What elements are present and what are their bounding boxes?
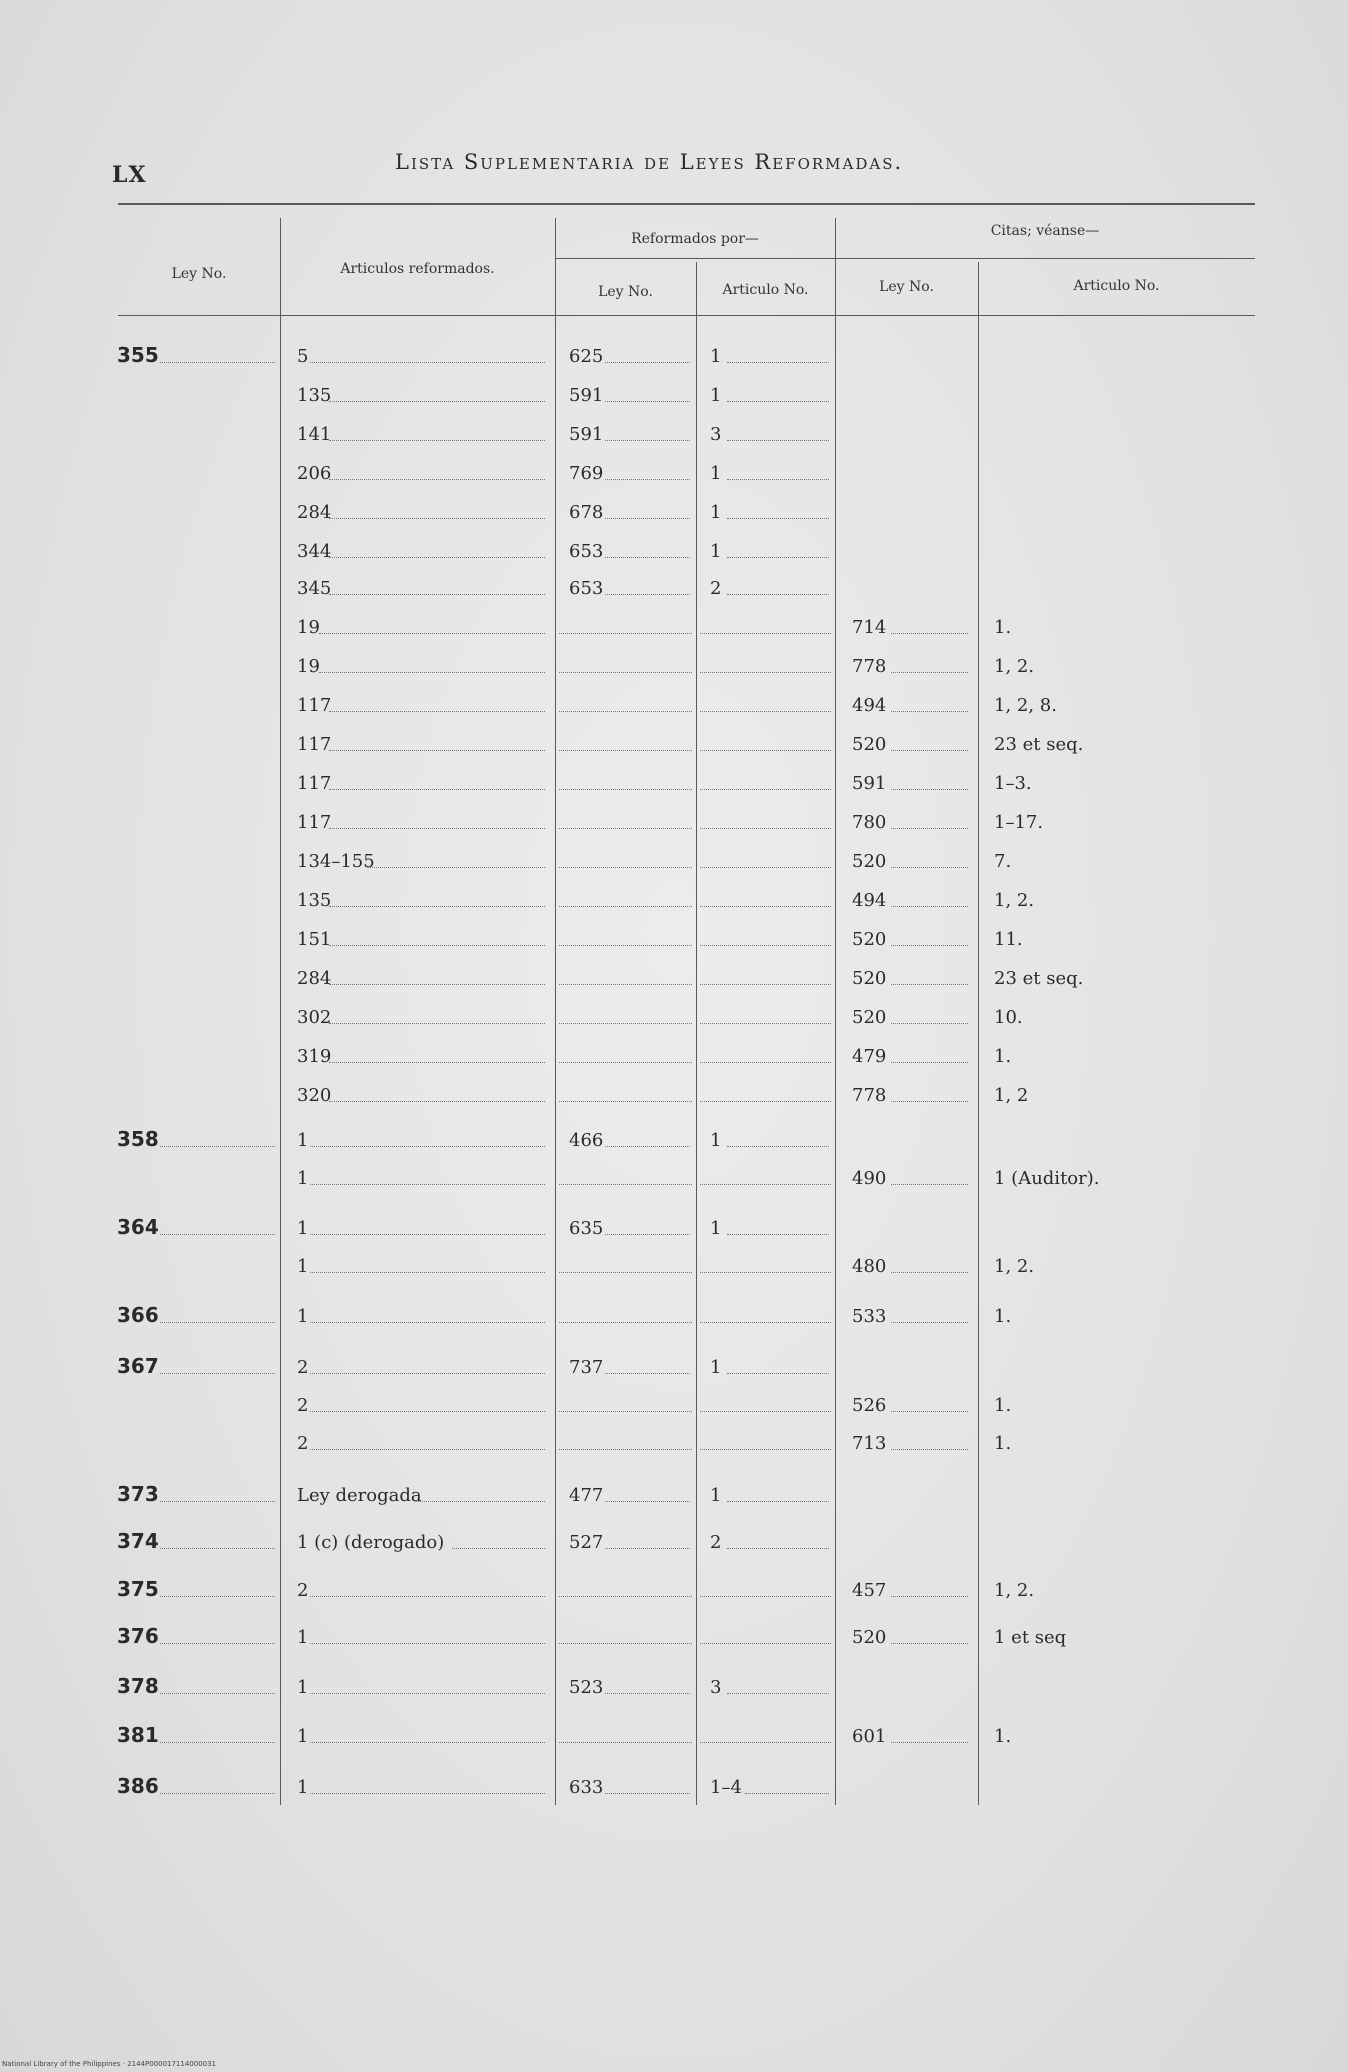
cita-articulo-no: 23 et seq. bbox=[994, 968, 1084, 989]
ley-number: 373 bbox=[117, 1482, 159, 1506]
header-cit-ley-no: Ley No. bbox=[879, 279, 934, 295]
dot-leader bbox=[329, 750, 546, 751]
dot-leader bbox=[559, 750, 692, 751]
dot-leader bbox=[727, 1146, 829, 1147]
reformado-articulo-no: 2 bbox=[710, 1532, 722, 1553]
articulo-reformado: 1 bbox=[297, 1726, 309, 1747]
reformado-ley-no: 591 bbox=[569, 424, 604, 445]
dot-leader bbox=[559, 633, 692, 634]
dot-leader bbox=[310, 1146, 546, 1147]
reformado-articulo-no: 1 bbox=[710, 1485, 722, 1506]
articulo-reformado: 2 bbox=[297, 1357, 309, 1378]
dot-leader bbox=[891, 789, 968, 790]
dot-leader bbox=[605, 1693, 690, 1694]
articulo-reformado: Ley derogada bbox=[297, 1485, 422, 1506]
dot-leader bbox=[727, 594, 829, 595]
articulo-reformado: 134–155 bbox=[297, 851, 375, 872]
dot-leader bbox=[329, 906, 546, 907]
articulo-reformado: 135 bbox=[297, 890, 332, 911]
cita-articulo-no: 1. bbox=[994, 1046, 1012, 1067]
dot-leader bbox=[329, 1062, 546, 1063]
dot-leader bbox=[310, 1643, 546, 1644]
dot-leader bbox=[319, 672, 545, 673]
dot-leader bbox=[727, 479, 829, 480]
reformado-articulo-no: 1 bbox=[710, 1357, 722, 1378]
articulo-reformado: 117 bbox=[297, 773, 332, 794]
articulo-reformado: 1 bbox=[297, 1777, 309, 1798]
cita-articulo-no: 23 et seq. bbox=[994, 734, 1084, 755]
dot-leader bbox=[700, 945, 831, 946]
articulo-reformado: 2 bbox=[297, 1580, 309, 1601]
reformado-articulo-no: 1 bbox=[710, 1130, 722, 1151]
header-ref-articulo-no: Articulo No. bbox=[722, 282, 809, 298]
ley-number: 364 bbox=[117, 1215, 159, 1239]
dot-leader bbox=[310, 1596, 546, 1597]
reformado-articulo-no: 1 bbox=[710, 346, 722, 367]
cita-ley-no: 714 bbox=[852, 617, 887, 638]
dot-leader bbox=[367, 867, 546, 868]
dot-leader bbox=[727, 1548, 829, 1549]
articulo-reformado: 2 bbox=[297, 1433, 309, 1454]
reformado-ley-no: 625 bbox=[569, 346, 604, 367]
dot-leader bbox=[310, 1411, 546, 1412]
dot-leader bbox=[160, 1234, 275, 1235]
reformado-articulo-no: 2 bbox=[710, 578, 722, 599]
cita-articulo-no: 11. bbox=[994, 929, 1023, 950]
dot-leader bbox=[727, 1234, 829, 1235]
dot-leader bbox=[891, 633, 968, 634]
dot-leader bbox=[700, 1742, 831, 1743]
cita-ley-no: 533 bbox=[852, 1306, 887, 1327]
dot-leader bbox=[891, 672, 968, 673]
dot-leader bbox=[319, 633, 545, 634]
dot-leader bbox=[160, 1596, 275, 1597]
dot-leader bbox=[160, 1742, 275, 1743]
cita-ley-no: 591 bbox=[852, 773, 887, 794]
dot-leader bbox=[160, 1643, 275, 1644]
reformado-ley-no: 635 bbox=[569, 1218, 604, 1239]
vrule-4 bbox=[835, 218, 836, 1805]
cita-articulo-no: 1. bbox=[994, 1726, 1012, 1747]
dot-leader bbox=[605, 401, 690, 402]
header-ley-no: Ley No. bbox=[171, 266, 227, 282]
dot-leader bbox=[745, 1793, 829, 1794]
dot-leader bbox=[559, 1742, 692, 1743]
dot-leader bbox=[891, 984, 968, 985]
dot-leader bbox=[700, 984, 831, 985]
reformado-ley-no: 477 bbox=[569, 1485, 604, 1506]
cita-articulo-no: 10. bbox=[994, 1007, 1023, 1028]
dot-leader bbox=[605, 1373, 690, 1374]
dot-leader bbox=[310, 362, 546, 363]
dot-leader bbox=[605, 362, 690, 363]
dot-leader bbox=[414, 1501, 545, 1502]
dot-leader bbox=[329, 557, 546, 558]
ley-number: 375 bbox=[117, 1577, 159, 1601]
dot-leader bbox=[160, 1373, 275, 1374]
dot-leader bbox=[700, 633, 831, 634]
dot-leader bbox=[891, 1596, 968, 1597]
articulo-reformado: 117 bbox=[297, 695, 332, 716]
dot-leader bbox=[559, 1062, 692, 1063]
reformado-ley-no: 466 bbox=[569, 1130, 604, 1151]
cita-articulo-no: 1–3. bbox=[994, 773, 1032, 794]
reformado-articulo-no: 3 bbox=[710, 1677, 722, 1698]
page-title: Lista Suplementaria de Leyes Reformadas. bbox=[395, 150, 904, 174]
dot-leader bbox=[700, 711, 831, 712]
articulo-reformado: 117 bbox=[297, 734, 332, 755]
ley-number: 381 bbox=[117, 1723, 159, 1747]
articulo-reformado: 1 bbox=[297, 1256, 309, 1277]
articulo-reformado: 319 bbox=[297, 1046, 332, 1067]
ley-number: 386 bbox=[117, 1774, 159, 1798]
cita-ley-no: 713 bbox=[852, 1433, 887, 1454]
cita-ley-no: 520 bbox=[852, 1627, 887, 1648]
dot-leader bbox=[700, 1101, 831, 1102]
cita-articulo-no: 1, 2. bbox=[994, 1580, 1035, 1601]
ley-number: 376 bbox=[117, 1624, 159, 1648]
dot-leader bbox=[891, 1272, 968, 1273]
dot-leader bbox=[727, 1501, 829, 1502]
reformado-articulo-no: 1 bbox=[710, 385, 722, 406]
reformado-ley-no: 591 bbox=[569, 385, 604, 406]
reformado-ley-no: 653 bbox=[569, 578, 604, 599]
cita-articulo-no: 1. bbox=[994, 617, 1012, 638]
articulo-reformado: 284 bbox=[297, 968, 332, 989]
cita-ley-no: 601 bbox=[852, 1726, 887, 1747]
articulo-reformado: 141 bbox=[297, 424, 332, 445]
dot-leader bbox=[559, 1322, 692, 1323]
dot-leader bbox=[605, 479, 690, 480]
dot-leader bbox=[329, 440, 546, 441]
cita-ley-no: 526 bbox=[852, 1395, 887, 1416]
dot-leader bbox=[891, 711, 968, 712]
dot-leader bbox=[700, 1643, 831, 1644]
dot-leader bbox=[329, 479, 546, 480]
dot-leader bbox=[329, 945, 546, 946]
cita-ley-no: 494 bbox=[852, 695, 887, 716]
cita-ley-no: 480 bbox=[852, 1256, 887, 1277]
dot-leader bbox=[310, 1693, 546, 1694]
dot-leader bbox=[700, 1272, 831, 1273]
dot-leader bbox=[310, 1449, 546, 1450]
dot-leader bbox=[891, 867, 968, 868]
cita-articulo-no: 1, 2, 8. bbox=[994, 695, 1057, 716]
articulo-reformado: 19 bbox=[297, 656, 320, 677]
dot-leader bbox=[329, 828, 546, 829]
dot-leader bbox=[605, 518, 690, 519]
cita-articulo-no: 1, 2. bbox=[994, 656, 1035, 677]
dot-leader bbox=[891, 906, 968, 907]
group-rule-citas bbox=[835, 258, 1255, 259]
dot-leader bbox=[605, 557, 690, 558]
dot-leader bbox=[605, 1548, 690, 1549]
dot-leader bbox=[700, 750, 831, 751]
cita-ley-no: 490 bbox=[852, 1168, 887, 1189]
dot-leader bbox=[700, 789, 831, 790]
cita-ley-no: 780 bbox=[852, 812, 887, 833]
dot-leader bbox=[891, 828, 968, 829]
dot-leader bbox=[727, 1373, 829, 1374]
dot-leader bbox=[891, 1184, 968, 1185]
dot-leader bbox=[160, 1146, 275, 1147]
dot-leader bbox=[891, 1449, 968, 1450]
ley-number: 355 bbox=[117, 343, 159, 367]
dot-leader bbox=[310, 1234, 546, 1235]
library-footer: National Library of the Philippines · 2144P000017114000031 bbox=[2, 2060, 217, 2068]
articulo-reformado: 206 bbox=[297, 463, 332, 484]
dot-leader bbox=[329, 1101, 546, 1102]
cita-articulo-no: 7. bbox=[994, 851, 1012, 872]
dot-leader bbox=[559, 1101, 692, 1102]
dot-leader bbox=[700, 1023, 831, 1024]
dot-leader bbox=[329, 1023, 546, 1024]
articulo-reformado: 151 bbox=[297, 929, 332, 950]
reformado-articulo-no: 1 bbox=[710, 1218, 722, 1239]
dot-leader bbox=[727, 1693, 829, 1694]
dot-leader bbox=[727, 518, 829, 519]
cita-ley-no: 520 bbox=[852, 734, 887, 755]
dot-leader bbox=[160, 362, 275, 363]
reformado-ley-no: 737 bbox=[569, 1357, 604, 1378]
ley-number: 374 bbox=[117, 1529, 159, 1553]
reformado-articulo-no: 3 bbox=[710, 424, 722, 445]
dot-leader bbox=[700, 828, 831, 829]
dot-leader bbox=[605, 1793, 690, 1794]
cita-ley-no: 479 bbox=[852, 1046, 887, 1067]
cita-ley-no: 457 bbox=[852, 1580, 887, 1601]
articulo-reformado: 320 bbox=[297, 1085, 332, 1106]
dot-leader bbox=[559, 1643, 692, 1644]
dot-leader bbox=[160, 1501, 275, 1502]
header-bottom-rule bbox=[118, 315, 1255, 316]
articulo-reformado: 1 bbox=[297, 1306, 309, 1327]
dot-leader bbox=[727, 440, 829, 441]
dot-leader bbox=[891, 1023, 968, 1024]
dot-leader bbox=[329, 518, 546, 519]
vrule-3 bbox=[696, 262, 697, 1805]
dot-leader bbox=[559, 945, 692, 946]
dot-leader bbox=[700, 1184, 831, 1185]
cita-ley-no: 494 bbox=[852, 890, 887, 911]
ley-number: 366 bbox=[117, 1303, 159, 1327]
dot-leader bbox=[559, 1596, 692, 1597]
cita-articulo-no: 1. bbox=[994, 1306, 1012, 1327]
dot-leader bbox=[700, 1411, 831, 1412]
articulo-reformado: 135 bbox=[297, 385, 332, 406]
articulo-reformado: 302 bbox=[297, 1007, 332, 1028]
dot-leader bbox=[559, 828, 692, 829]
vrule-2 bbox=[555, 218, 556, 1805]
dot-leader bbox=[891, 750, 968, 751]
cita-ley-no: 520 bbox=[852, 968, 887, 989]
dot-leader bbox=[559, 1272, 692, 1273]
cita-ley-no: 520 bbox=[852, 929, 887, 950]
cita-articulo-no: 1, 2 bbox=[994, 1085, 1029, 1106]
articulo-reformado: 1 bbox=[297, 1627, 309, 1648]
cita-ley-no: 778 bbox=[852, 1085, 887, 1106]
articulo-reformado: 2 bbox=[297, 1395, 309, 1416]
dot-leader bbox=[891, 1101, 968, 1102]
dot-leader bbox=[605, 1234, 690, 1235]
dot-leader bbox=[452, 1548, 545, 1549]
articulo-reformado: 284 bbox=[297, 502, 332, 523]
reformado-articulo-no: 1 bbox=[710, 463, 722, 484]
header-citas: Citas; véanse— bbox=[990, 223, 1100, 239]
articulo-reformado: 345 bbox=[297, 578, 332, 599]
reformado-ley-no: 633 bbox=[569, 1777, 604, 1798]
dot-leader bbox=[605, 1501, 690, 1502]
header-articulos: Articulos reformados. bbox=[340, 261, 495, 277]
cita-ley-no: 520 bbox=[852, 851, 887, 872]
articulo-reformado: 1 bbox=[297, 1130, 309, 1151]
dot-leader bbox=[329, 401, 546, 402]
dot-leader bbox=[700, 1449, 831, 1450]
cita-ley-no: 778 bbox=[852, 656, 887, 677]
dot-leader bbox=[700, 906, 831, 907]
reformado-articulo-no: 1 bbox=[710, 502, 722, 523]
ley-number: 367 bbox=[117, 1354, 159, 1378]
dot-leader bbox=[891, 1643, 968, 1644]
dot-leader bbox=[605, 440, 690, 441]
articulo-reformado: 1 bbox=[297, 1168, 309, 1189]
reformado-ley-no: 653 bbox=[569, 541, 604, 562]
articulo-reformado: 1 (c) (derogado) bbox=[297, 1532, 445, 1553]
dot-leader bbox=[559, 711, 692, 712]
group-rule-reformados bbox=[555, 258, 835, 259]
cita-articulo-no: 1. bbox=[994, 1433, 1012, 1454]
reformado-ley-no: 527 bbox=[569, 1532, 604, 1553]
dot-leader bbox=[329, 789, 546, 790]
ley-number: 378 bbox=[117, 1674, 159, 1698]
cita-articulo-no: 1, 2. bbox=[994, 1256, 1035, 1277]
reformado-articulo-no: 1 bbox=[710, 541, 722, 562]
dot-leader bbox=[559, 867, 692, 868]
dot-leader bbox=[605, 594, 690, 595]
articulo-reformado: 5 bbox=[297, 346, 309, 367]
vrule-5 bbox=[978, 262, 979, 1805]
cita-articulo-no: 1–17. bbox=[994, 812, 1044, 833]
dot-leader bbox=[727, 401, 829, 402]
dot-leader bbox=[559, 1449, 692, 1450]
dot-leader bbox=[559, 984, 692, 985]
dot-leader bbox=[310, 1184, 546, 1185]
dot-leader bbox=[891, 1742, 968, 1743]
cita-articulo-no: 1 (Auditor). bbox=[994, 1168, 1100, 1189]
articulo-reformado: 344 bbox=[297, 541, 332, 562]
dot-leader bbox=[329, 711, 546, 712]
dot-leader bbox=[310, 1322, 546, 1323]
dot-leader bbox=[700, 1062, 831, 1063]
reformado-ley-no: 678 bbox=[569, 502, 604, 523]
dot-leader bbox=[700, 867, 831, 868]
reformado-ley-no: 523 bbox=[569, 1677, 604, 1698]
cita-articulo-no: 1 et seq bbox=[994, 1627, 1067, 1648]
dot-leader bbox=[310, 1793, 546, 1794]
header-ref-ley-no: Ley No. bbox=[598, 284, 653, 300]
dot-leader bbox=[559, 672, 692, 673]
top-rule bbox=[118, 203, 1255, 205]
articulo-reformado: 1 bbox=[297, 1677, 309, 1698]
dot-leader bbox=[559, 1184, 692, 1185]
dot-leader bbox=[559, 906, 692, 907]
page-number: LX bbox=[112, 162, 147, 188]
cita-articulo-no: 1. bbox=[994, 1395, 1012, 1416]
dot-leader bbox=[160, 1793, 275, 1794]
dot-leader bbox=[891, 1322, 968, 1323]
articulo-reformado: 19 bbox=[297, 617, 320, 638]
dot-leader bbox=[559, 1411, 692, 1412]
vrule-1 bbox=[280, 218, 281, 1805]
dot-leader bbox=[160, 1693, 275, 1694]
header-cit-articulo-no: Articulo No. bbox=[1073, 278, 1160, 294]
dot-leader bbox=[605, 1146, 690, 1147]
dot-leader bbox=[329, 984, 546, 985]
dot-leader bbox=[559, 789, 692, 790]
dot-leader bbox=[310, 1272, 546, 1273]
cita-articulo-no: 1, 2. bbox=[994, 890, 1035, 911]
dot-leader bbox=[700, 1322, 831, 1323]
dot-leader bbox=[727, 362, 829, 363]
articulo-reformado: 117 bbox=[297, 812, 332, 833]
articulo-reformado: 1 bbox=[297, 1218, 309, 1239]
header-reformados-por: Reformados por— bbox=[631, 231, 759, 247]
dot-leader bbox=[891, 1062, 968, 1063]
dot-leader bbox=[329, 594, 546, 595]
dot-leader bbox=[700, 1596, 831, 1597]
dot-leader bbox=[891, 1411, 968, 1412]
dot-leader bbox=[310, 1742, 546, 1743]
dot-leader bbox=[310, 1373, 546, 1374]
dot-leader bbox=[727, 557, 829, 558]
reformado-ley-no: 769 bbox=[569, 463, 604, 484]
cita-ley-no: 520 bbox=[852, 1007, 887, 1028]
dot-leader bbox=[559, 1023, 692, 1024]
dot-leader bbox=[891, 945, 968, 946]
dot-leader bbox=[160, 1322, 275, 1323]
reformado-articulo-no: 1–4 bbox=[710, 1777, 742, 1798]
dot-leader bbox=[160, 1548, 275, 1549]
ley-number: 358 bbox=[117, 1127, 159, 1151]
dot-leader bbox=[700, 672, 831, 673]
